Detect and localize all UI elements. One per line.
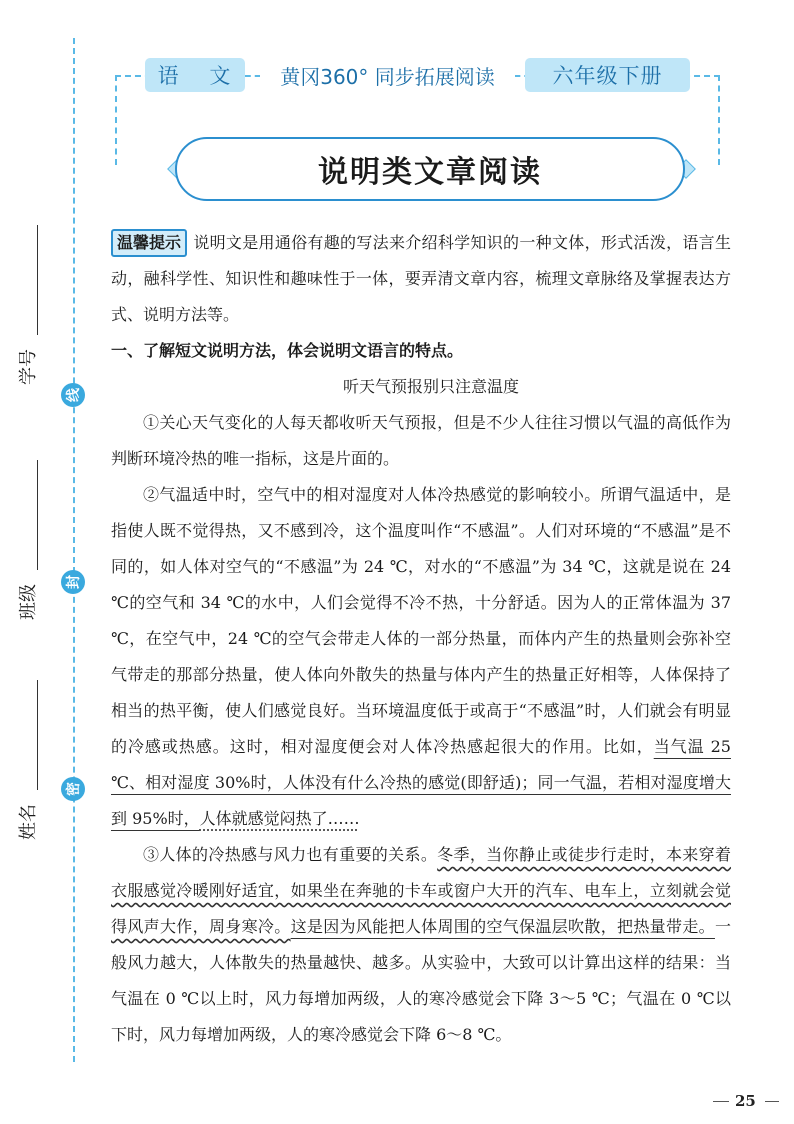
paragraph-3 [111, 837, 731, 1053]
tip-text: 说明文是用通俗有趣的写法来介绍科学知识的一种文体，形式活泼，语言生动，融科学性、知识性和趣味性于一体，要弄清文章内容，梳理文章脉络及掌握表达方式、说明方法等。 [111, 233, 731, 324]
page-title: 说明类文章阅读 [318, 155, 542, 190]
paragraph-3-part-d: 一般风力越大，人体散失的热量越快、越多。从实验中，大致可以计算出这样的结果：当气温在 0 ℃以上时，风力每增加两级，人的寒冷感觉会下降 3～5 ℃；气温在 0 ℃以下时，风力每增加两级，人的寒冷感觉会下降 6～8 ℃。 [111, 917, 731, 1044]
paragraph-2-part-a: ②气温适中时，空气中的相对湿度对人体冷热感觉的影响较小。所谓气温适中，是指使人既不觉得热，又不感到冷，这个温度叫作“不感温”。人们对环境的“不感温”是不同的，如人体对空气的“不感温”为 24 ℃，对水的“不感温”为 34 ℃，这就是说在 24 ℃的空气和 34 ℃的水中，人们会觉得不冷不热，十分舒适。因为人的正常体温为 37 ℃，在空气中，24 ℃的空气会带走人体的一部分热量，而体内产生的热量则会弥补空气带走的那部分热量，使人体向外散失的热量与体内产生的热量正好相等，人体保持了相当的热平衡，使人们感觉良好。当环境温度低于或高于“不感温”时，人们就会有明显的冷感或热感。这时，相对湿度便会对人体冷热感起很大的作用。比如， [111, 485, 731, 756]
binding-char-seal: 封 [61, 570, 85, 594]
series-title: 黄冈360° 同步拓展阅读 [260, 58, 515, 92]
page-title-box [175, 137, 685, 201]
class-rule [37, 460, 38, 570]
main-content [111, 225, 731, 1053]
student-id-field[interactable] [10, 225, 50, 385]
paragraph-2-dotted: 人体就感觉闷热了…… [199, 809, 360, 828]
class-field[interactable] [10, 460, 50, 620]
header-bar [145, 58, 695, 94]
paragraph-2 [111, 477, 731, 837]
paragraph-3-part-a: ③人体的冷热感与风力也有重要的关系。 [143, 845, 438, 864]
article-title: 听天气预报别只注意温度 [342, 377, 519, 396]
binding-char-secret: 密 [61, 777, 85, 801]
name-rule [37, 680, 38, 790]
tip-block [111, 225, 731, 333]
paragraph-3-underlined: 这是因为风能把人体周围的空气保温层吹散，把热量带走。 [290, 917, 715, 936]
student-id-rule [37, 225, 38, 335]
paragraph-2-underlined: 当气温 25 ℃、相对湿度 30%时，人体没有什么冷热的感觉(即舒适)；同一气温，若相对湿度增大到 95%时， [111, 737, 731, 828]
paragraph-1: ①关心天气变化的人每天都收听天气预报，但是不少人往往习惯以气温的高低作为判断环境冷热的唯一指标，这是片面的。 [111, 413, 731, 468]
class-label: 班级 [18, 584, 39, 620]
name-field[interactable] [10, 680, 50, 840]
binding-dashed-line [73, 38, 75, 1062]
subject-badge: 语 文 [145, 58, 245, 92]
binding-char-line: 线 [61, 383, 85, 407]
tip-badge: 温馨提示 [111, 229, 187, 257]
page-number: 25 [735, 1092, 756, 1110]
section-heading: 一、了解短文说明方法，体会说明文语言的特点。 [111, 341, 464, 360]
paragraph-3-wavy: 冬季，当你静止或徒步行走时，本来穿着衣服感觉冷暖刚好适宜，如果坐在奔驰的卡车或窗户大开的汽车、电车上，立刻就会觉得风声大作，周身寒冷。 [111, 845, 731, 936]
grade-badge: 六年级下册 [525, 58, 690, 92]
name-label: 姓名 [18, 804, 39, 840]
student-id-label: 学号 [18, 349, 39, 385]
